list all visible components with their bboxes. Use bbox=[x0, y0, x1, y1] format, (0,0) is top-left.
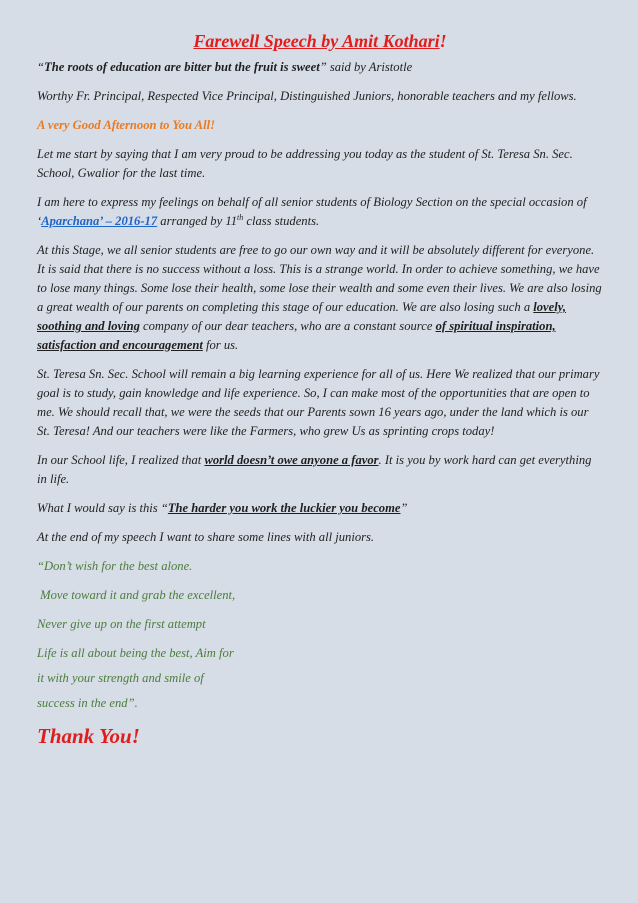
paragraph-realization bbox=[37, 451, 603, 489]
occasion-end: class students. bbox=[243, 214, 320, 228]
poem-line: “Don’t wish for the best alone. bbox=[37, 559, 193, 573]
quote-text: The roots of education are bitter but the fruit is sweet bbox=[44, 60, 320, 74]
realization-emphasis: world doesn’t owe anyone a favor bbox=[204, 453, 379, 467]
motto-close: ” bbox=[400, 501, 408, 515]
opening-quote bbox=[37, 58, 603, 77]
realization-end: . It is you by work hard can get everything in life. bbox=[37, 453, 592, 486]
occasion-middle: arranged by 11 bbox=[157, 214, 237, 228]
loss-text: At this Stage, we all senior students are free to go our own way and it will be absolutely different for everyone. It is said that there is no success without a loss. This is a strange world. In order to achieve something, we have to lose many things. Some lose their health, some lose their wealth and some even their lives. We are also losing a great wealth of our parents on completing this stage of our education. We are also losing such a bbox=[37, 243, 602, 314]
occasion-text: I am here to express my feelings on behalf of all senior students of Biology Section on the special occasion of ‘ bbox=[37, 195, 587, 228]
greeting: Worthy Fr. Principal, Respected Vice Principal, Distinguished Juniors, honorable teachers and my fellows. bbox=[37, 89, 577, 103]
title-text: Farewell Speech by Amit Kothari bbox=[193, 31, 440, 51]
poem-line: Life is all about being the best, Aim for bbox=[37, 646, 234, 660]
paragraph-closing: At the end of my speech I want to share some lines with all juniors. bbox=[37, 530, 375, 544]
poem-line: it with your strength and smile of bbox=[37, 671, 204, 685]
motto-emphasis: The harder you work the luckier you become bbox=[167, 501, 401, 515]
title-suffix: ! bbox=[439, 31, 447, 51]
poem-line: Move toward it and grab the excellent, bbox=[37, 588, 236, 602]
poem-line: success in the end”. bbox=[37, 696, 138, 710]
thank-you-heading: Thank You! bbox=[37, 724, 140, 748]
motto-intro: What I would say is this “ bbox=[37, 501, 168, 515]
quote-attribution: ” said by Aristotle bbox=[319, 60, 413, 74]
poem-line: Never give up on the first attempt bbox=[37, 617, 206, 631]
paragraph-intro: Let me start by saying that I am very proud to be addressing you today as the student of St. Teresa Sn. Sec. School, Gwalior for the last time. bbox=[37, 147, 573, 180]
ordinal-sup: th bbox=[237, 212, 244, 222]
loss-emphasis-1: lovely, soothing and loving bbox=[37, 300, 567, 333]
loss-emphasis-2: of spiritual inspiration, satisfaction and encouragement bbox=[37, 319, 556, 352]
loss-end: for us. bbox=[202, 338, 239, 352]
paragraph-motto bbox=[37, 499, 603, 518]
realization-text: In our School life, I realized that bbox=[37, 453, 205, 467]
paragraph-school: St. Teresa Sn. Sec. School will remain a big learning experience for all of us. Here We realized that our primary goal is to study, gain knowledge and life experience. So, I can make most of the opportunities that are open to me. We should recall that, we were the seeds that our Parents sown 16 years ago, under the land which is our St. Teresa! And our teachers were like the Farmers, who grew Us as sprinting crops today! bbox=[37, 367, 600, 438]
speech-title bbox=[37, 30, 603, 52]
event-name-link[interactable]: Aparchana’ – 2016-17 bbox=[41, 214, 158, 228]
speech-document bbox=[37, 30, 603, 746]
afternoon-greeting: A very Good Afternoon to You All! bbox=[37, 118, 215, 132]
paragraph-occasion bbox=[37, 193, 603, 231]
quote-open: “ bbox=[37, 60, 45, 74]
loss-middle: company of our dear teachers, who are a constant source bbox=[139, 319, 436, 333]
paragraph-loss bbox=[37, 241, 603, 355]
